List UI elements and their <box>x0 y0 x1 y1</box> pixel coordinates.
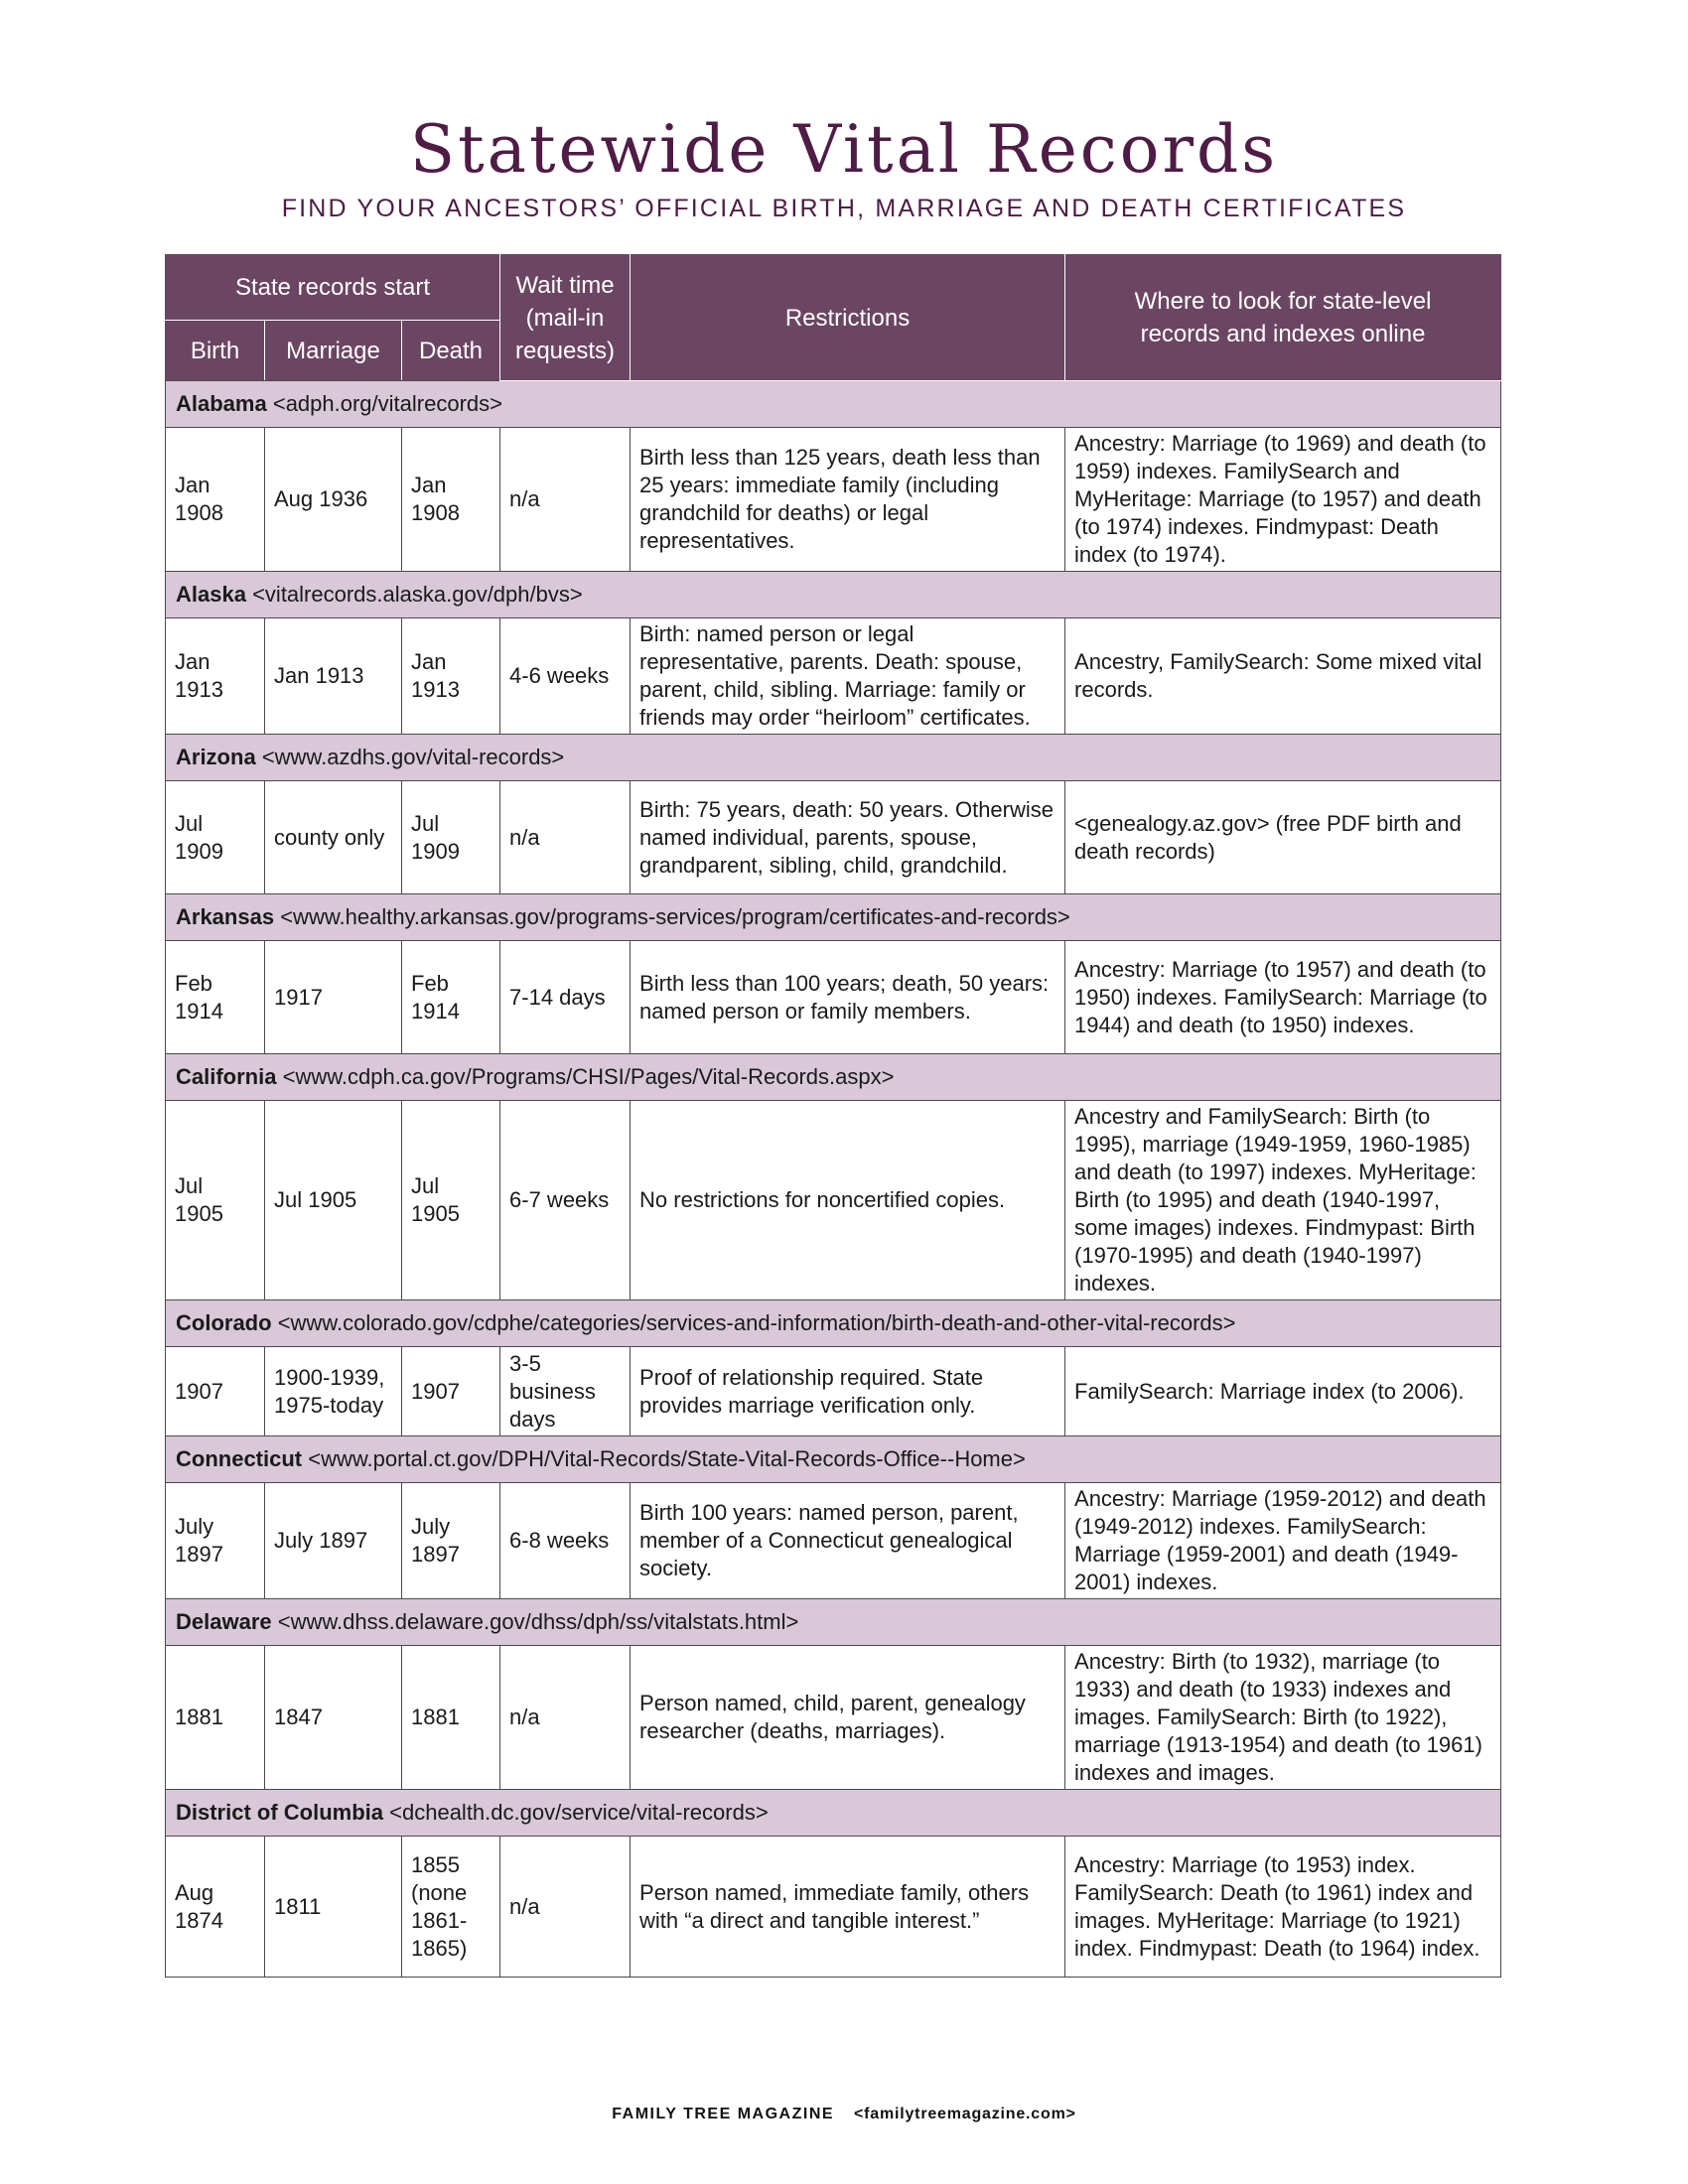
wait-time-cell: 6-8 weeks <box>500 1483 631 1599</box>
state-name: Colorado <box>176 1310 272 1335</box>
state-name: District of Columbia <box>176 1800 384 1825</box>
birth-cell: 1881 <box>166 1646 265 1790</box>
state-url: <www.healthy.arkansas.gov/programs-services/program/certificates-and-records> <box>280 904 1070 929</box>
state-name: Delaware <box>176 1609 272 1634</box>
marriage-cell: July 1897 <box>265 1483 402 1599</box>
where-to-look-cell: Ancestry: Marriage (to 1953) index. FamilySearch: Death (to 1961) index and images. MyHeritage: Marriage (to 1921) index. Findmypast: Death (to 1964) index. <box>1065 1837 1501 1978</box>
state-header-row <box>166 1300 1501 1347</box>
death-cell: Jan 1913 <box>402 618 500 735</box>
wait-time-cell: 3-5 business days <box>500 1347 631 1436</box>
table-row <box>166 1101 1501 1300</box>
birth-cell: Jan 1913 <box>166 618 265 735</box>
table-row <box>166 781 1501 894</box>
state-header-row <box>166 894 1501 941</box>
marriage-cell: Jul 1905 <box>265 1101 402 1300</box>
footer-magazine-name: FAMILY TREE MAGAZINE <box>612 2106 835 2122</box>
restrictions-cell: Birth: 75 years, death: 50 years. Otherwise named individual, parents, spouse, grandparent, sibling, child, grandchild. <box>631 781 1065 894</box>
where-to-look-cell: Ancestry: Marriage (to 1969) and death (to 1959) indexes. FamilySearch and MyHeritage: Marriage (to 1957) and death (to 1974) indexes. Findmypast: Death index (to 1974). <box>1065 428 1501 572</box>
state-header-row <box>166 1599 1501 1646</box>
state-name: Alabama <box>176 391 267 416</box>
death-cell: Jan 1908 <box>402 428 500 572</box>
death-cell: Jul 1909 <box>402 781 500 894</box>
header-where-to-look: Where to look for state-level records and indexes online <box>1065 255 1501 381</box>
restrictions-cell: Proof of relationship required. State provides marriage verification only. <box>631 1347 1065 1436</box>
state-header-cell <box>166 381 1501 428</box>
where-to-look-cell: Ancestry and FamilySearch: Birth (to 1995), marriage (1949-1959, 1960-1985) and death (to 1997) indexes. MyHeritage: Birth (to 1995) and death (1940-1997, some images) indexes. Findmypast: Birth (1970-1995) and death (1940-1997) indexes. <box>1065 1101 1501 1300</box>
state-header-cell <box>166 1300 1501 1347</box>
state-header-cell <box>166 1599 1501 1646</box>
state-header-cell <box>166 1790 1501 1837</box>
state-url: <www.azdhs.gov/vital-records> <box>261 745 565 769</box>
header-records-start: State records start <box>166 255 500 321</box>
state-header-row <box>166 1436 1501 1483</box>
death-cell: 1881 <box>402 1646 500 1790</box>
page-footer <box>0 2106 1688 2123</box>
restrictions-cell: Person named, immediate family, others with “a direct and tangible interest.” <box>631 1837 1065 1978</box>
state-url: <www.dhss.delaware.gov/dhss/dph/ss/vitalstats.html> <box>277 1609 799 1634</box>
table-row <box>166 1347 1501 1436</box>
death-cell: July 1897 <box>402 1483 500 1599</box>
restrictions-cell: No restrictions for noncertified copies. <box>631 1101 1065 1300</box>
marriage-cell: 1847 <box>265 1646 402 1790</box>
state-name: Connecticut <box>176 1446 303 1471</box>
death-cell: Feb 1914 <box>402 941 500 1054</box>
marriage-cell: Aug 1936 <box>265 428 402 572</box>
page-subtitle: FIND YOUR ANCESTORS’ OFFICIAL BIRTH, MARRIAGE AND DEATH CERTIFICATES <box>281 195 1407 222</box>
birth-cell: Jul 1905 <box>166 1101 265 1300</box>
restrictions-cell: Birth: named person or legal representative, parents. Death: spouse, parent, child, sibling. Marriage: family or friends may order “heirloom” certificates. <box>631 618 1065 735</box>
where-to-look-cell: Ancestry: Birth (to 1932), marriage (to 1933) and death (to 1933) indexes and images. FamilySearch: Birth (to 1922), marriage (1913-1954) and death (to 1961) indexes and images. <box>1065 1646 1501 1790</box>
state-name: California <box>176 1064 277 1089</box>
birth-cell: Jan 1908 <box>166 428 265 572</box>
state-name: Arizona <box>176 745 256 769</box>
birth-cell: Feb 1914 <box>166 941 265 1054</box>
table-row <box>166 941 1501 1054</box>
where-to-look-cell: Ancestry: Marriage (1959-2012) and death (1949-2012) indexes. FamilySearch: Marriage (1959-2001) and death (1949-2001) indexes. <box>1065 1483 1501 1599</box>
birth-cell: 1907 <box>166 1347 265 1436</box>
death-cell: Jul 1905 <box>402 1101 500 1300</box>
header-marriage: Marriage <box>265 321 402 381</box>
vital-records-table <box>165 254 1501 1978</box>
table-row <box>166 1483 1501 1599</box>
wait-time-cell: n/a <box>500 428 631 572</box>
table-row <box>166 1837 1501 1978</box>
state-header-cell <box>166 1054 1501 1101</box>
death-cell: 1855 (none 1861-1865) <box>402 1837 500 1978</box>
wait-time-cell: 4-6 weeks <box>500 618 631 735</box>
wait-time-cell: n/a <box>500 781 631 894</box>
birth-cell: Aug 1874 <box>166 1837 265 1978</box>
header-death: Death <box>402 321 500 381</box>
wait-time-cell: 6-7 weeks <box>500 1101 631 1300</box>
state-url: <www.cdph.ca.gov/Programs/CHSI/Pages/Vital-Records.aspx> <box>282 1064 895 1089</box>
restrictions-cell: Person named, child, parent, genealogy researcher (deaths, marriages). <box>631 1646 1065 1790</box>
wait-time-cell: 7-14 days <box>500 941 631 1054</box>
header-birth: Birth <box>166 321 265 381</box>
wait-time-cell: n/a <box>500 1646 631 1790</box>
state-header-cell <box>166 894 1501 941</box>
table-body <box>166 381 1501 1978</box>
marriage-cell: 1811 <box>265 1837 402 1978</box>
header-wait-time: Wait time (mail-in requests) <box>500 255 631 381</box>
table-row <box>166 618 1501 735</box>
state-url: <dchealth.dc.gov/service/vital-records> <box>389 1800 769 1825</box>
restrictions-cell: Birth less than 100 years; death, 50 years: named person or family members. <box>631 941 1065 1054</box>
state-header-row <box>166 735 1501 781</box>
state-header-row <box>166 1790 1501 1837</box>
state-url: <www.portal.ct.gov/DPH/Vital-Records/State-Vital-Records-Office--Home> <box>308 1446 1026 1471</box>
state-header-cell <box>166 1436 1501 1483</box>
restrictions-cell: Birth 100 years: named person, parent, member of a Connecticut genealogical society. <box>631 1483 1065 1599</box>
header-restrictions: Restrictions <box>631 255 1065 381</box>
marriage-cell: 1917 <box>265 941 402 1054</box>
marriage-cell: 1900-1939, 1975-today <box>265 1347 402 1436</box>
where-to-look-cell: <genealogy.az.gov> (free PDF birth and death records) <box>1065 781 1501 894</box>
restrictions-cell: Birth less than 125 years, death less than 25 years: immediate family (including grandchild for deaths) or legal representatives. <box>631 428 1065 572</box>
wait-time-cell: n/a <box>500 1837 631 1978</box>
state-header-row <box>166 572 1501 618</box>
death-cell: 1907 <box>402 1347 500 1436</box>
birth-cell: Jul 1909 <box>166 781 265 894</box>
footer-url: <familytreemagazine.com> <box>854 2106 1076 2122</box>
state-header-row <box>166 381 1501 428</box>
state-url: <www.colorado.gov/cdphe/categories/services-and-information/birth-death-and-other-vital-records> <box>277 1310 1236 1335</box>
page-title: Statewide Vital Records <box>409 111 1279 188</box>
table-row <box>166 428 1501 572</box>
state-header-cell <box>166 735 1501 781</box>
table-row <box>166 1646 1501 1790</box>
state-header-row <box>166 1054 1501 1101</box>
state-header-cell <box>166 572 1501 618</box>
where-to-look-cell: Ancestry, FamilySearch: Some mixed vital records. <box>1065 618 1501 735</box>
where-to-look-cell: Ancestry: Marriage (to 1957) and death (to 1950) indexes. FamilySearch: Marriage (to 1944) and death (to 1950) indexes. <box>1065 941 1501 1054</box>
marriage-cell: Jan 1913 <box>265 618 402 735</box>
state-name: Alaska <box>176 582 246 607</box>
birth-cell: July 1897 <box>166 1483 265 1599</box>
where-to-look-cell: FamilySearch: Marriage index (to 2006). <box>1065 1347 1501 1436</box>
state-url: <adph.org/vitalrecords> <box>272 391 502 416</box>
state-name: Arkansas <box>176 904 275 929</box>
marriage-cell: county only <box>265 781 402 894</box>
state-url: <vitalrecords.alaska.gov/dph/bvs> <box>252 582 583 607</box>
